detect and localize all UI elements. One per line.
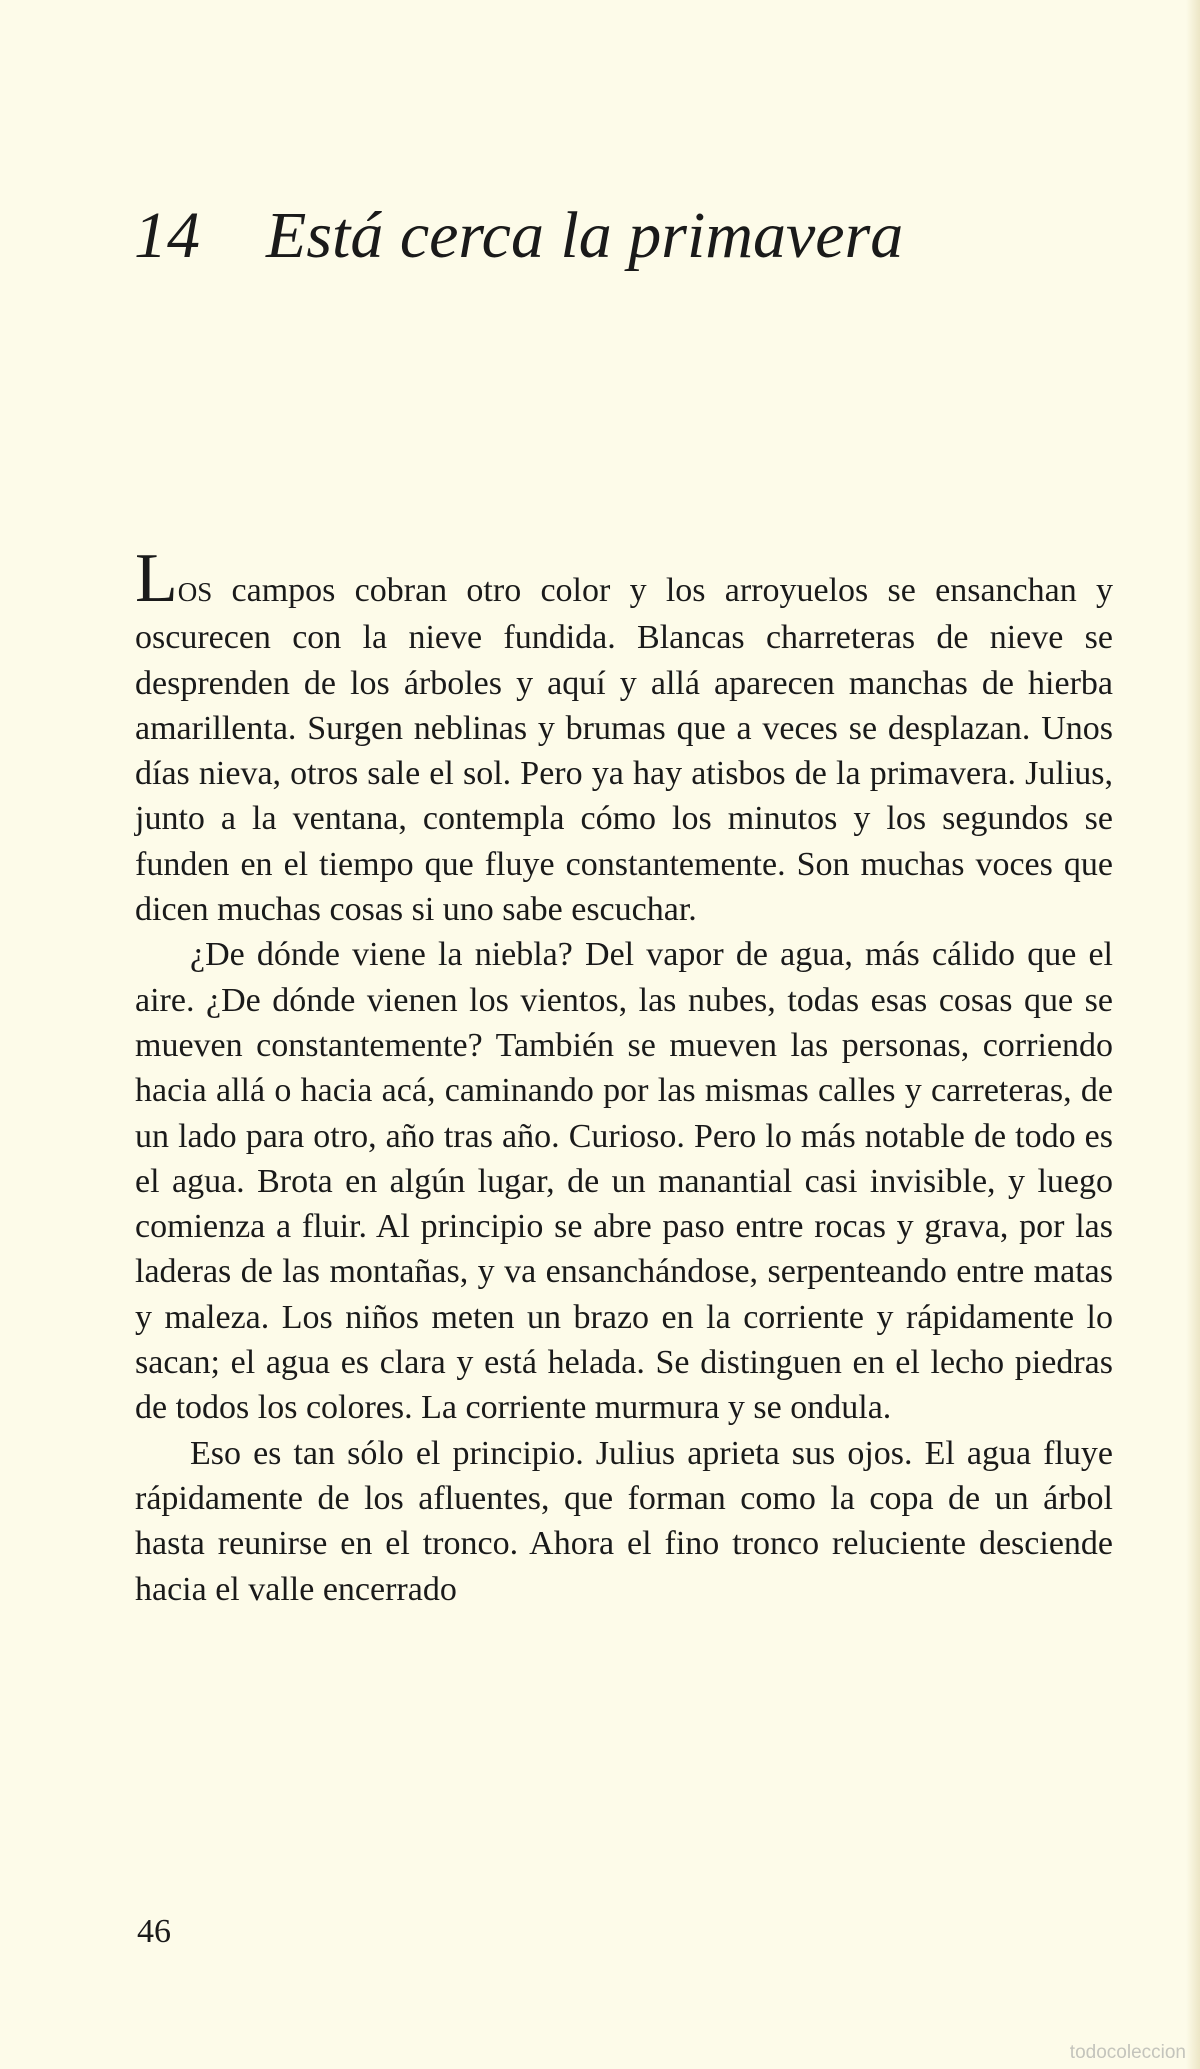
page-number: 46 (137, 1913, 171, 1950)
paragraph-2: ¿De dónde viene la niebla? Del vapor de agua, más cálido que el aire. ¿De dónde vienen los vientos, las nubes, todas esas cosas que se mueven constantemente? También se mueven las personas, corriendo hacia allá o hacia acá, caminando por las mismas calles y carreteras, de un lado para otro, año tras año. Curioso. Pero lo más notable de todo es el agua. Brota en algún lugar, de un manantial casi invisible, y luego comienza a fluir. Al principio se abre paso entre rocas y grava, por las laderas de las montañas, y va ensanchándose, serpenteando entre matas y maleza. Los niños meten un brazo en la corriente y rápidamente lo sacan; el agua es clara y está helada. Se distinguen en el lecho piedras de todos los colores. La corriente murmura y se ondula. (135, 936, 1113, 1427)
page-edge-shadow (1186, 0, 1200, 2069)
paragraph-1 (135, 540, 1113, 932)
paragraph-1-text: campos cobran otro color y los arroyuelos se ensanchan y oscurecen con la nieve fundida. Blancas charreteras de nieve se desprenden de los árboles y aquí y allá aparecen manchas de hierba amarillenta. Surgen neblinas y brumas que a veces se desplazan. Unos días nieva, otros sale el sol. Pero ya hay atisbos de la primavera. Julius, junto a la ventana, contempla cómo los minutos y los segundos se funden en el tiempo que fluye constantemente. Son muchas voces que dicen muchas cosas si uno sabe escuchar. (135, 572, 1113, 929)
chapter-title: Está cerca la primavera (266, 199, 904, 272)
watermark: todocoleccion (1069, 2042, 1186, 2063)
drop-initial: L (135, 540, 178, 617)
paragraph-3: Eso es tan sólo el principio. Julius aprieta sus ojos. El agua fluye rápidamente de los afluentes, que forman como la copa de un árbol hasta reunirse en el tronco. Ahora el fino tronco reluciente desciende hacia el valle encerrado (135, 1434, 1113, 1608)
chapter-heading (134, 196, 903, 276)
small-caps-lead: OS (177, 577, 213, 607)
chapter-body (135, 540, 1113, 1612)
chapter-number: 14 (134, 199, 200, 272)
